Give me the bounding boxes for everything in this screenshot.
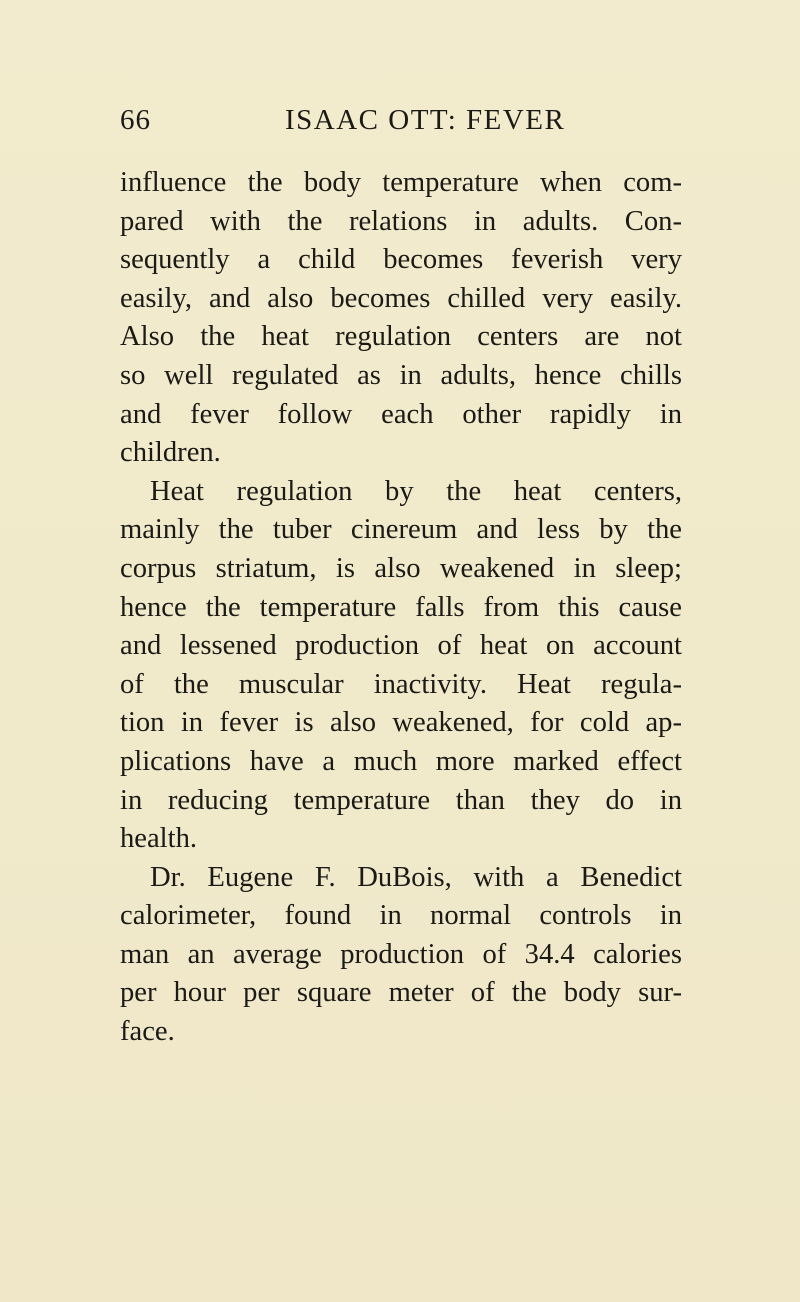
- text-line: influence the body temperature when com-: [120, 167, 682, 198]
- text-line: in reducing temperature than they do in: [120, 784, 682, 816]
- text-line: and lessened production of heat on account: [120, 630, 682, 662]
- text-line: and fever follow each other rapidly in: [120, 398, 682, 430]
- text-line: face.: [120, 1016, 175, 1048]
- text-line: plications have a much more marked effect: [120, 745, 682, 777]
- running-title: ISAAC OTT: FEVER: [285, 104, 566, 136]
- text-line: mainly the tuber cinereum and less by the: [120, 514, 682, 546]
- text-line: of the muscular inactivity. Heat regula-: [120, 668, 682, 700]
- text-line: calorimeter, found in normal controls in: [120, 900, 682, 932]
- text-line: man an average production of 34.4 calories: [120, 938, 682, 970]
- text-line: per hour per square meter of the body sur-: [120, 977, 682, 1009]
- text-line: corpus striatum, is also weakened in sleep;: [120, 552, 682, 584]
- text-line: so well regulated as in adults, hence chills: [120, 359, 682, 391]
- text-line: health.: [120, 823, 198, 855]
- text-line: hence the temperature falls from this cause: [120, 591, 682, 623]
- body-text: [120, 164, 682, 1052]
- text-line: easily, and also becomes chilled very easily.: [120, 282, 682, 314]
- page-number: 66: [120, 104, 151, 136]
- text-line: Heat regulation by the heat centers,: [150, 475, 682, 507]
- text-line: tion in fever is also weakened, for cold ap-: [120, 707, 682, 739]
- text-line: children.: [120, 437, 221, 469]
- text-line: pared with the relations in adults. Con-: [120, 205, 682, 237]
- text-line: sequently a child becomes feverish very: [120, 244, 682, 276]
- text-line: Also the heat regulation centers are not: [120, 321, 682, 353]
- running-head: [120, 104, 680, 144]
- text-line: Dr. Eugene F. DuBois, with a Benedict: [150, 861, 682, 893]
